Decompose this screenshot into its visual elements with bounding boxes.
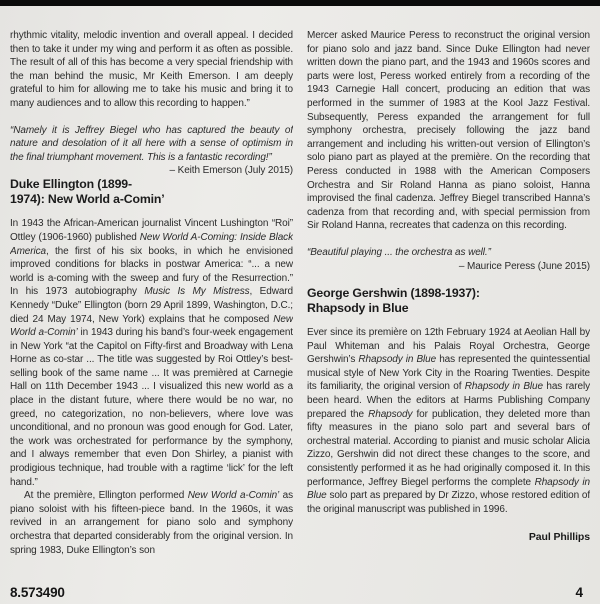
quote-attribution: – Maurice Peress (June 2015) <box>458 260 590 272</box>
paragraph-ellington-history: In 1943 the African-American journalist Vincent Lushington “Roi” Ottley (1906-1960) published New World A-Coming: Inside Black America, the first of his six books, in which he envisioned improved conditions for blacks in postwar America: “... a new world is a-coming with the sweep and fury of the Resurrection.” In his 1973 autobiography Music Is My Mistress, Edward Kennedy “Duke” Ellington (born 29 April 1899, Washington, D.C.; died 24 May 1974, New York) explains that he composed New World a-Comin’ in 1943 during his band’s four-week engagement in New York “at the Capitol on Fifty-first and Broadway with Lena Horne as co-star ... The title was suggested by Roi Ottley’s best-selling book of the same name ... It was premièred at Carnegie Hall on 11th December 1943 ... I visualized this new world as a place in the distant future, where there would be no war, no greed, no categorization, no non-believers, where love was unconditional, and no pronoun was good enough for God. Later, the work was orchestrated for performance by the symphony, and I always remember that even Don Shirley, a pianist with prodigious technique, had trouble with a ragtime ‘lick’ for the left hand.” <box>10 218 293 488</box>
scan-edge <box>0 0 600 6</box>
section-heading-gershwin <box>307 286 590 315</box>
left-column <box>10 29 293 580</box>
page-number: 4 <box>575 585 583 600</box>
quote-keith-emerson <box>10 124 293 177</box>
quote-text: “Namely it is Jeffrey Biegel who has captured the beauty of nature and desolation of it all here with a sense of optimism in the final triumphant movement. This is a fantastic recording!” <box>10 124 293 163</box>
catalog-number: 8.573490 <box>10 585 65 600</box>
section-heading-ellington: Duke Ellington (1899-1974): New World a-Comin’ <box>10 177 165 206</box>
heading-line-2: Rhapsody in Blue <box>307 300 409 315</box>
right-column <box>307 29 590 580</box>
quote-text: “Beautiful playing ... the orchestra as well.” <box>307 246 491 258</box>
paragraph-peress-reconstruction: Mercer asked Maurice Peress to reconstruct the original version for piano solo and jazz band. Since Duke Ellington had never written down the piano part, and the 1943 and 1960s scores and parts were lost, Peress worked entirely from a recording of the 1943 Carnegie Hall concert, producing an edition that was performed in the summer of 1983 at the Kool Jazz Festival. Subsequently, Peress expanded the arrangement for full symphony orchestra, precisely following the jazz band arrangement and including his written-out version of Ellington’s solo piano part as played at the première. On the recording that Peress conducted in 1988 with the American Composers Orchestra and Sir Roland Hanna as piano soloist, Hanna improvised the final cadenza. Jeffrey Biegel transcribed Hanna’s cadenza from that recording and, with special permission from Sir Roland Hanna, recreates that cadenza on this recording. <box>307 30 590 232</box>
quote-attribution: – Keith Emerson (July 2015) <box>169 165 293 177</box>
paragraph-emerson-continuation: rhythmic vitality, melodic invention and overall appeal. I decided then to take it under my wing and perform it as often as possible. The result of all of this has become a very special friendship with the man behind the music, Mr Keith Emerson. I am deeply grateful to him for allowing me to take his music and bring it to many audiences and to allow this recording to happen.” <box>10 30 293 109</box>
paragraph-ellington-premiere: At the première, Ellington performed New World a-Comin’ as piano soloist with his fifteen-piece band. In the 1960s, it was revived in an arrangement for piano solo and symphony orchestra that departed considerably from the original version. In spring 1983, Duke Ellington’s son <box>10 490 293 556</box>
heading-line-1: George Gershwin (1898-1937): <box>307 286 480 301</box>
quote-maurice-peress <box>307 246 590 260</box>
paragraph-rhapsody-history: Ever since its première on 12th February 1924 at Aeolian Hall by Paul Whiteman and his Palais Royal Orchestra, George Gershwin’s Rhapsody in Blue has represented the quintessential musical style of New York City in the Roaring Twenties. Despite its familiarity, the original version of Rhapsody in Blue has rarely been heard. When the editors at Harms Publishing Company prepared the Rhapsody for publication, they deleted more than fifty measures in the piano solo part and several bars of orchestral material. According to pianist and music scholar Alicia Zizzo, Gershwin did not direct these changes to the score, and consistently performed it as he had originally composed it. In this performance, Jeffrey Biegel performs the complete Rhapsody in Blue solo part as prepared by Dr Zizzo, whose restored edition of the original manuscript was published in 1996. <box>307 327 590 515</box>
text-columns <box>10 29 590 580</box>
author-byline: Paul Phillips <box>528 531 590 544</box>
